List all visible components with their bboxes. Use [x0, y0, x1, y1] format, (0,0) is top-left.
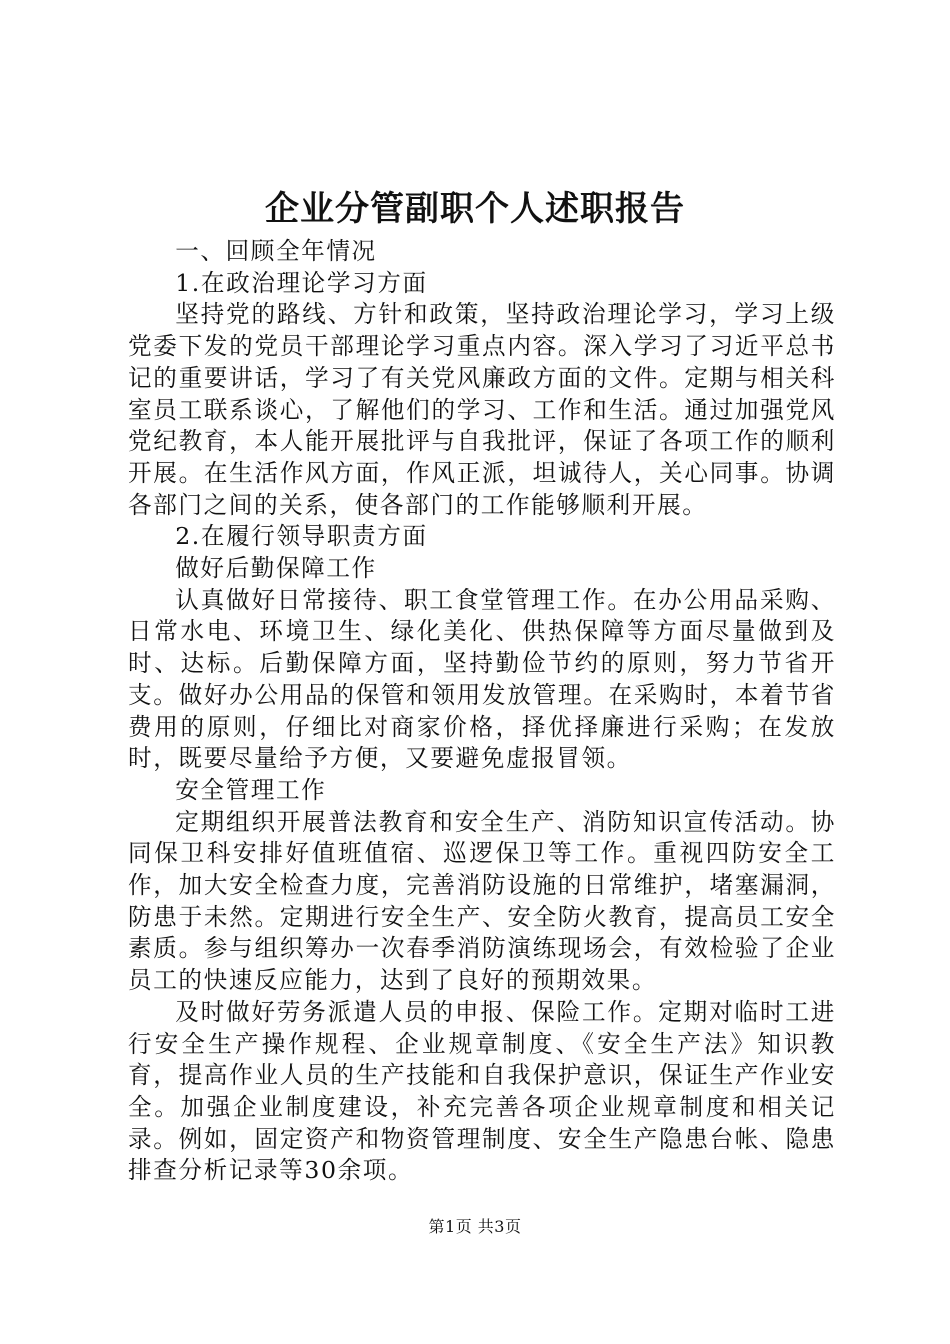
document-title: 企业分管副职个人述职报告: [265, 189, 685, 229]
subsection-heading: 2.在履行领导职责方面: [175, 522, 428, 551]
item-heading: 安全管理工作: [175, 775, 327, 804]
section-heading: 一、回顾全年情况: [175, 237, 377, 265]
document-body: [128, 236, 836, 1187]
body-paragraph: 定期组织开展普法教育和安全生产、消防知识宣传活动。协同保卫科安排好值班值宿、巡逻保卫等工作。重视四防安全工作，加大安全检查力度，完善消防设施的日常维护，堵塞漏洞，防患于未然。定期进行安全生产、安全防火教育，提高员工安全素质。参与组织筹办一次春季消防演练现场会，有效检验了企业员工的快速反应能力，达到了良好的预期效果。: [128, 807, 836, 995]
page-footer: 第1页 共3页: [428, 1217, 522, 1236]
body-paragraph: 坚持党的路线、方针和政策，坚持政治理论学习，学习上级党委下发的党员干部理论学习重点内容。深入学习了习近平总书记的重要讲话，学习了有关党风廉政方面的文件。定期与相关科室员工联系谈心，了解他们的学习、工作和生活。通过加强党风党纪教育，本人能开展批评与自我批评，保证了各项工作的顺利开展。在生活作风方面，作风正派，坦诚待人，关心同事。协调各部门之间的关系，使各部门的工作能够顺利开展。: [128, 300, 836, 519]
body-paragraph: 及时做好劳务派遣人员的申报、保险工作。定期对临时工进行安全生产操作规程、企业规章制度、《安全生产法》知识教育，提高作业人员的生产技能和自我保护意识，保证生产作业安全。加强企业制度建设，补充完善各项企业规章制度和相关记录。例如，固定资产和物资管理制度、安全生产隐患台帐、隐患排查分析记录等30余项。: [128, 997, 836, 1185]
item-heading: 做好后勤保障工作: [175, 554, 377, 583]
body-paragraph: 认真做好日常接待、职工食堂管理工作。在办公用品采购、日常水电、环境卫生、绿化美化、供热保障等方面尽量做到及时、达标。后勤保障方面，坚持勤俭节约的原则，努力节省开支。做好办公用品的保管和领用发放管理。在采购时，本着节省费用的原则，仔细比对商家价格，择优择廉进行采购；在发放时，既要尽量给予方便，又要避免虚报冒领。: [128, 585, 836, 773]
subsection-heading: 1.在政治理论学习方面: [175, 268, 428, 297]
